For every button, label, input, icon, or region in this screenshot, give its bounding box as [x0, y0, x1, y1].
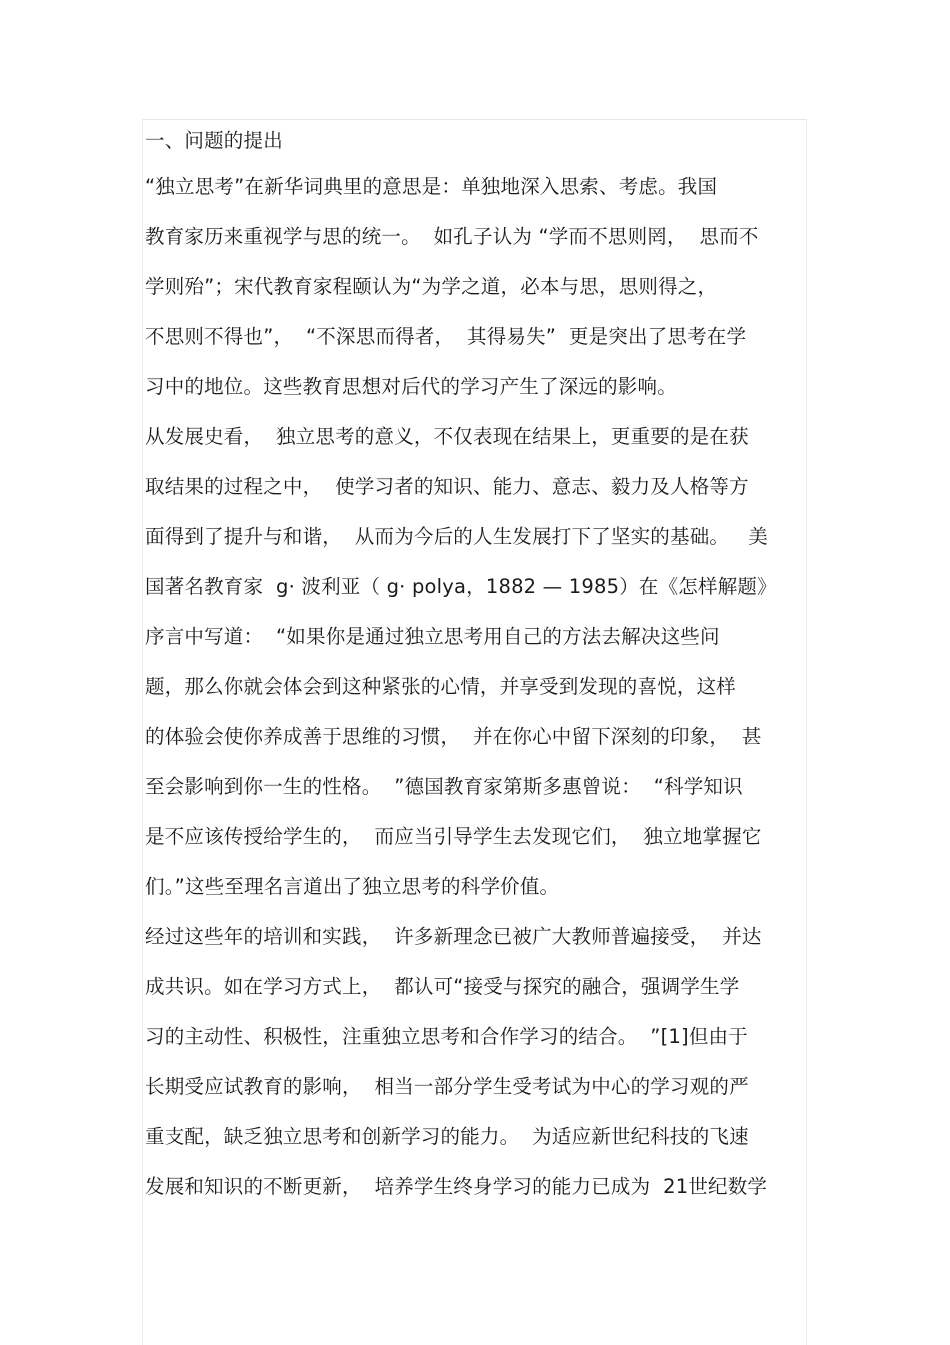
text-line: 教育家历来重视学与思的统一。 如孔子认为 “学而不思则罔， 思而不	[145, 225, 759, 248]
text-line: 发展和知识的不断更新， 培养学生终身学习的能力已成为 21世纪数学	[145, 1175, 768, 1198]
text-line: 取结果的过程之中， 使学习者的知识、能力、意志、毅力及人格等方	[145, 475, 749, 498]
text-line: 重支配，缺乏独立思考和创新学习的能力。 为适应新世纪科技的飞速	[145, 1125, 749, 1148]
text-line: 学则殆”；宋代教育家程颐认为“为学之道，必本与思，思则得之，	[145, 275, 718, 298]
text-line: 是不应该传授给学生的， 而应当引导学生去发现它们， 独立地掌握它	[145, 825, 762, 848]
text-line: 国著名教育家 g· 波利亚（ g· polya，1882 — 1985）在《怎样解题》	[145, 575, 777, 598]
document-body	[145, 119, 805, 1214]
text-line: 序言中写道： “如果你是通过独立思考用自己的方法去解决这些问	[145, 625, 720, 648]
text-line: 从发展史看， 独立思考的意义，不仅表现在结果上，更重要的是在获	[145, 425, 749, 448]
text-line: 的体验会使你养成善于思维的习惯， 并在你心中留下深刻的印象， 甚	[145, 725, 762, 748]
text-line: 经过这些年的培训和实践， 许多新理念已被广大教师普遍接受， 并达	[145, 925, 762, 948]
text-line: 题，那么你就会体会到这种紧张的心情，并享受到发现的喜悦，这样	[145, 675, 737, 698]
text-line: “独立思考”在新华词典里的意思是：单独地深入思索、考虑。我国	[145, 175, 718, 198]
text-line: 们。”这些至理名言道出了独立思考的科学价值。	[145, 875, 560, 898]
text-line: 长期受应试教育的影响， 相当一部分学生受考试为中心的学习观的严	[145, 1075, 749, 1098]
text-line: 面得到了提升与和谐， 从而为今后的人生发展打下了坚实的基础。 美	[145, 525, 768, 548]
section-heading: 一、问题的提出	[145, 129, 283, 152]
text-line: 习中的地位。这些教育思想对后代的学习产生了深远的影响。	[145, 375, 677, 398]
text-line: 不思则不得也”， “不深思而得者， 其得易失” 更是突出了思考在学	[145, 325, 747, 348]
text-line: 习的主动性、积极性，注重独立思考和合作学习的结合。 ”[1]但由于	[145, 1025, 748, 1048]
text-line: 至会影响到你一生的性格。 ”德国教育家第斯多惠曾说： “科学知识	[145, 775, 743, 798]
text-line: 成共识。如在学习方式上， 都认可“接受与探究的融合，强调学生学	[145, 975, 740, 998]
